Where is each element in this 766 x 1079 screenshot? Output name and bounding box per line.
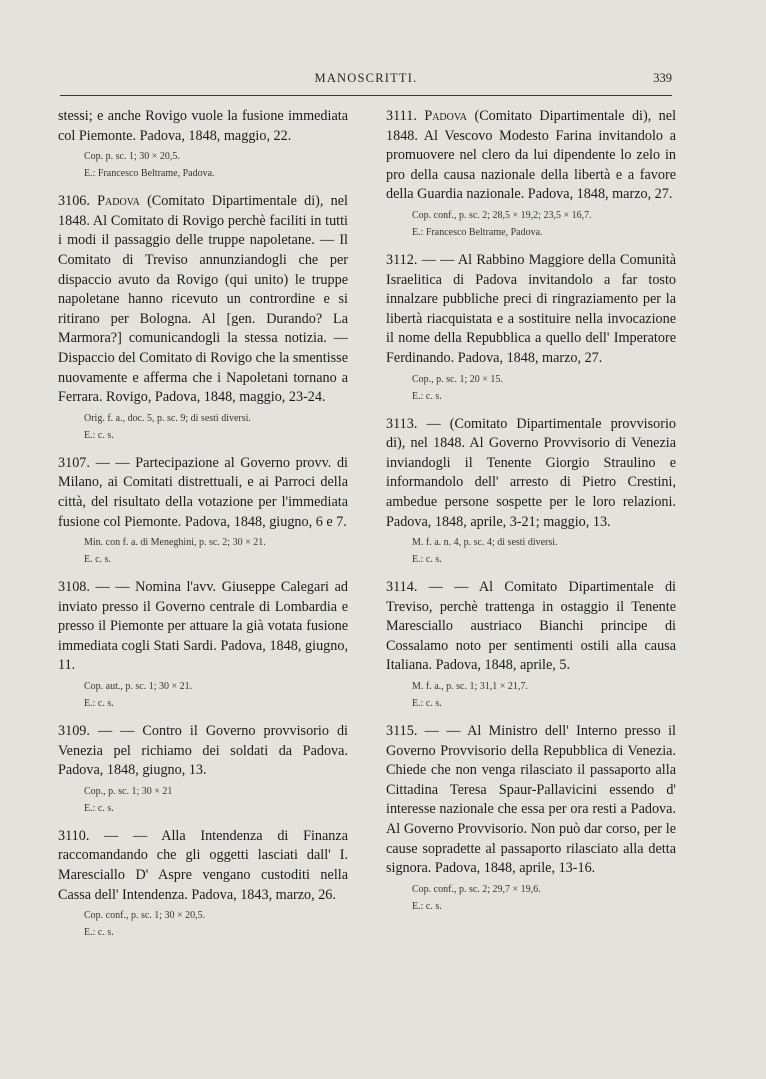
entry-text: (Comitato Dipartimentale di), nel 1848. Al Comitato di Rovigo perchè faciliti in tutti i modi il passaggio delle truppe napoletane. — Il Comitato di Treviso annunziandogli che per dispaccio avuto da Rovigo (qui unito) le truppe napoletane hanno ricevuto un contrordine e si ritirano per Bologna. Al [gen. Durando? La Marmora?] comunicandogli la stessa notizia. — Dispaccio del Comitato di Rovigo che la smentisse nuovamente e afferma che i Napoletani tornano a Ferrara. Rovigo, Padova, 1848, maggio, 23-24. xyxy=(58,193,348,406)
entry-citation: Cop. conf., p. sc. 2; 28,5 × 19,2; 23,5 × 16,7. xyxy=(412,209,592,221)
entry-text: — — Al Ministro dell' Interno presso il Governo Provvisorio della Repubblica di Venezia. Chiede che non venga rilasciato il passaporto alla Cittadina Teresa Spaur-Pallavicini essendo d' interesse nazionale che essa per ora resti a Padova. Al Governo Provvisorio. Non può dar corso, per le cause sopradette al passaporto rilasciato alla detta signora. Padova, 1848, aprile, 13-16. xyxy=(386,723,676,877)
entry-body xyxy=(386,251,676,369)
page-number: 339 xyxy=(653,71,672,85)
entry-3112 xyxy=(386,251,676,403)
entry-citation: M. f. a., p. sc. 1; 31,1 × 21,7. xyxy=(412,681,528,693)
entry-3110 xyxy=(58,827,348,939)
entry-source: E.: c. s. xyxy=(84,802,114,814)
entry-body xyxy=(58,722,348,781)
running-title: MANOSCRITTI. xyxy=(314,71,418,85)
entry-body xyxy=(58,827,348,905)
entry-source: E.: c. s. xyxy=(412,900,442,912)
entry-continuation xyxy=(58,107,348,180)
entry-citation: Min. con f. a. di Meneghini, p. sc. 2; 30 × 21. xyxy=(84,537,266,549)
entry-body xyxy=(58,578,348,676)
entry-source: E. c. s. xyxy=(84,554,111,566)
entry-3108 xyxy=(58,578,348,710)
entry-number: 3106. xyxy=(58,193,90,210)
entry-text: — — Nomina l'avv. Giuseppe Calegari ad inviato presso il Governo centrale di Lombardia e presso il Piemonte per attuare la già votata fusione immediata cogli Stati Sardi. Padova, 1848, giugno, 11. xyxy=(58,579,348,674)
entry-text: — (Comitato Dipartimentale provvisorio di), nel 1848. Al Governo Provvisorio di Venezia inviandogli il Tenente Giorgio Straulino e informandolo dell' arresto di Pietro Crestini, ambedue persone sospette per le loro relazioni. Padova, 1848, aprile, 3-21; maggio, 13. xyxy=(386,415,676,530)
entry-body xyxy=(386,722,676,879)
entry-citation: Cop., p. sc. 1; 30 × 21 xyxy=(84,785,173,797)
entry-body xyxy=(58,192,348,408)
entry-text: — — Al Rabbino Maggiore della Comunità Israelitica di Padova invitandolo a far tosto innalzare pubbliche preci di ringraziamento per la libertà riacquistata e a sostituire nella invocazione il nome della Repubblica a quello dell' Imperatore Ferdinando. Padova, 1848, marzo, 27. xyxy=(386,251,677,366)
entry-number: 3114. xyxy=(386,579,418,596)
entry-text: — — Alla Intendenza di Finanza raccomandando che gli oggetti lasciati dall' I. Maresciallo D' Aspre vengano custoditi nella Cassa dell' Intendenza. Padova, 1843, marzo, 26. xyxy=(58,827,348,903)
left-column xyxy=(58,107,348,939)
entry-citation: Orig. f. a., doc. 5, p. sc. 9; di sesti diversi. xyxy=(84,412,251,424)
entry-3114 xyxy=(386,578,676,710)
entry-source: E.: c. s. xyxy=(412,698,442,710)
right-column xyxy=(386,107,676,913)
entry-heading: Padova xyxy=(424,108,468,124)
entry-body xyxy=(386,415,676,533)
entry-citation: Cop. p. sc. 1; 30 × 20,5. xyxy=(84,151,180,163)
entry-number: 3107. xyxy=(58,454,90,471)
entry-source: E.: Francesco Beltrame, Padova. xyxy=(84,168,215,180)
entry-citation: Cop. conf., p. sc. 2; 29,7 × 19,6. xyxy=(412,883,541,895)
entry-text: (Comitato Dipartimentale di), nel 1848. Al Vescovo Modesto Farina invitandolo a promuovere nel clero da lui dipendente lo zelo in pro della causa nazionale della libertà e a favore della Guardia nazionale. Padova, 1848, marzo, 27. xyxy=(386,108,677,203)
entry-number: 3108. xyxy=(58,579,90,596)
entry-3113 xyxy=(386,415,676,567)
entry-source: E.: c. s. xyxy=(412,554,442,566)
entry-heading: Padova xyxy=(97,193,140,210)
entry-source: E.: c. s. xyxy=(84,429,114,441)
entry-source: E.: Francesco Beltrame, Padova. xyxy=(412,226,543,238)
entry-3111 xyxy=(386,107,676,239)
entry-number: 3109. xyxy=(58,723,90,740)
entry-3106 xyxy=(58,192,348,442)
entry-citation: Cop., p. sc. 1; 20 × 15. xyxy=(412,373,503,385)
entry-source: E.: c. s. xyxy=(84,698,114,710)
entry-text: — — Al Comitato Dipartimentale di Treviso, perchè trattenga in ostaggio il Tenente Maresciallo austriaco Bianchi principe di Cossalamo noto per sentimenti ostili alla causa Italiana. Padova, 1848, aprile, 5. xyxy=(386,579,676,674)
entry-citation: Cop. aut., p. sc. 1; 30 × 21. xyxy=(84,681,193,693)
entry-number: 3111. xyxy=(386,108,417,124)
entry-3109 xyxy=(58,722,348,815)
entry-text: — — Contro il Governo provvisorio di Venezia pel richiamo dei soldati da Padova. Padova, 1848, giugno, 13. xyxy=(58,723,348,779)
entry-number: 3110. xyxy=(58,827,90,844)
entry-citation: Cop. conf., p. sc. 1; 30 × 20,5. xyxy=(84,910,206,922)
entry-source: E.: c. s. xyxy=(84,927,114,939)
entry-number: 3113. xyxy=(386,415,418,432)
entry-text: stessi; e anche Rovigo vuole la fusione immediata col Piemonte. Padova, 1848, maggio, 22. xyxy=(58,108,348,144)
entry-3115 xyxy=(386,722,676,913)
entry-citation: M. f. a. n. 4, p. sc. 4; di sesti diversi. xyxy=(412,537,558,549)
entry-body xyxy=(386,578,676,676)
entry-body xyxy=(386,107,676,205)
entry-text: — — Partecipazione al Governo provv. di Milano, ai Comitati distrettuali, e ai Parroci della città, del risultato della votazione per l'immediata fusione col Piemonte. Padova, 1848, giugno, 6 e 7. xyxy=(58,454,348,530)
entry-body xyxy=(58,454,348,532)
header-rule xyxy=(60,95,672,96)
page-header xyxy=(60,71,672,91)
entry-source: E.: c. s. xyxy=(412,390,442,402)
entry-3107 xyxy=(58,454,348,566)
entry-number: 3115. xyxy=(386,723,418,740)
entry-number: 3112. xyxy=(386,251,418,268)
